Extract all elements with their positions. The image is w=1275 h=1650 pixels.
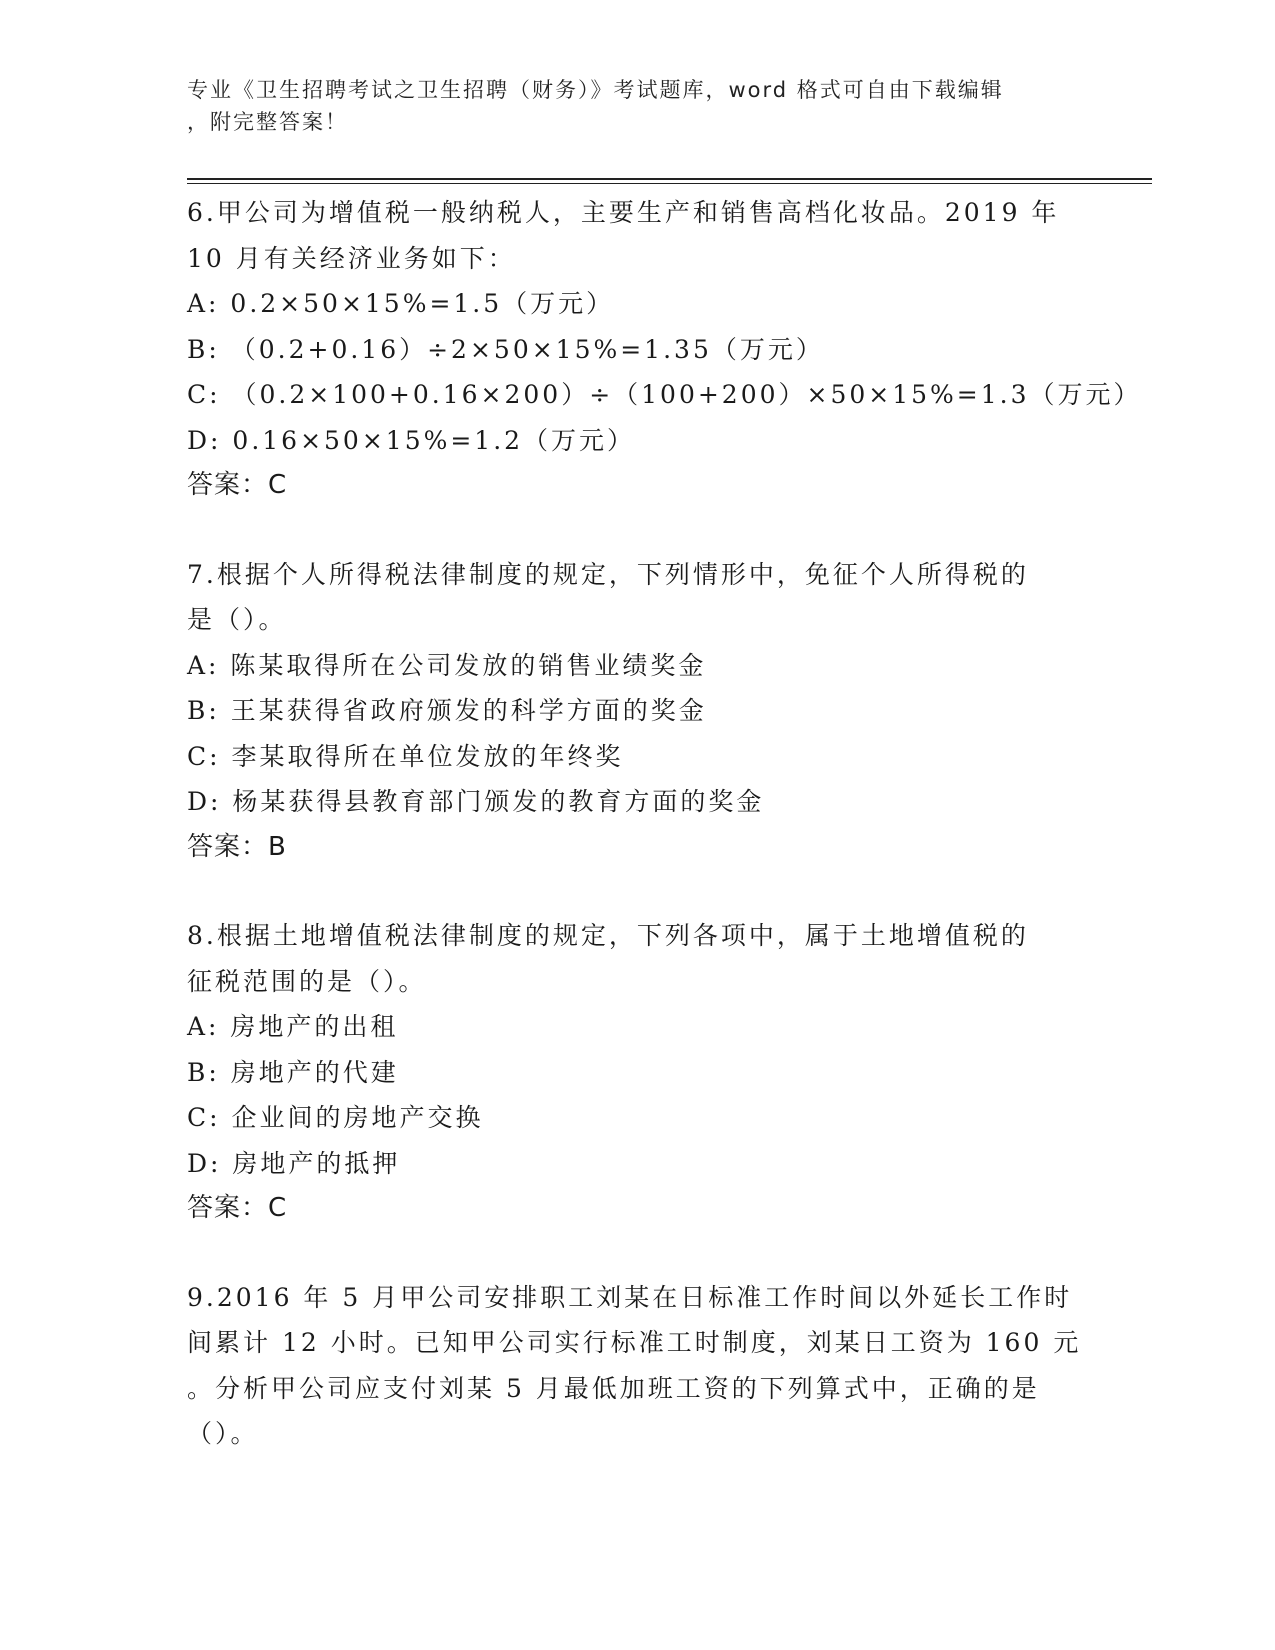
option-c: C: 企业间的房地产交换 xyxy=(187,1103,484,1132)
answer: 答案：C xyxy=(187,1193,288,1223)
question-stem: 9.2016 年 5 月甲公司安排职工刘某在日标准工作时间以外延长工作时 xyxy=(187,1282,1073,1312)
option-b: B: 房地产的代建 xyxy=(187,1057,399,1087)
document-header xyxy=(187,74,1067,138)
question-8 xyxy=(187,913,1087,1232)
option-c: C: （0.2×100+0.16×200）÷（100+200）×50×15%=1.3（万元） xyxy=(187,380,1142,409)
option-b: B: （0.2+0.16）÷2×50×15%=1.35（万元） xyxy=(187,334,824,364)
option-b: B: 王某获得省政府颁发的科学方面的奖金 xyxy=(187,696,707,725)
question-stem: 间累计 12 小时。已知甲公司实行标准工时制度，刘某日工资为 160 元 xyxy=(187,1328,1082,1357)
option-a: A: 陈某取得所在公司发放的销售业绩奖金 xyxy=(187,650,707,680)
option-a: A: 房地产的出租 xyxy=(187,1012,399,1041)
question-list xyxy=(187,190,1142,1457)
option-a: A: 0.2×50×15%=1.5（万元） xyxy=(187,289,615,318)
question-stem: （）。 xyxy=(187,1419,259,1448)
question-stem: 7.根据个人所得税法律制度的规定，下列情形中，免征个人所得税的 xyxy=(187,559,1029,589)
header-line-2: ，附完整答案！ xyxy=(187,110,348,134)
question-6 xyxy=(187,190,1142,509)
question-stem: 8.根据土地增值税法律制度的规定，下列各项中，属于土地增值税的 xyxy=(187,921,1029,950)
answer: 答案：B xyxy=(187,831,287,862)
option-d: D: 杨某获得县教育部门颁发的教育方面的奖金 xyxy=(187,787,765,816)
option-d: D: 房地产的抵押 xyxy=(187,1148,401,1178)
question-stem: 10 月有关经济业务如下： xyxy=(187,243,516,273)
option-c: C: 李某取得所在单位发放的年终奖 xyxy=(187,741,624,771)
option-d: D: 0.16×50×15%=1.2（万元） xyxy=(187,425,636,455)
question-stem: 6.甲公司为增值税一般纳税人，主要生产和销售高档化妆品。2019 年 xyxy=(187,198,1060,227)
header-divider-thick xyxy=(187,178,1152,180)
answer: 答案：C xyxy=(187,470,288,500)
header-line-1: 专业《卫生招聘考试之卫生招聘（财务）》考试题库，word 格式可自由下载编辑 xyxy=(187,78,1004,102)
question-stem: 。分析甲公司应支付刘某 5 月最低加班工资的下列算式中，正确的是 xyxy=(187,1373,1040,1403)
question-stem: 征税范围的是（）。 xyxy=(187,966,427,996)
question-stem: 是（）。 xyxy=(187,605,287,634)
header-divider-thin xyxy=(187,183,1152,184)
question-7 xyxy=(187,552,1087,871)
question-9 xyxy=(187,1275,1087,1457)
